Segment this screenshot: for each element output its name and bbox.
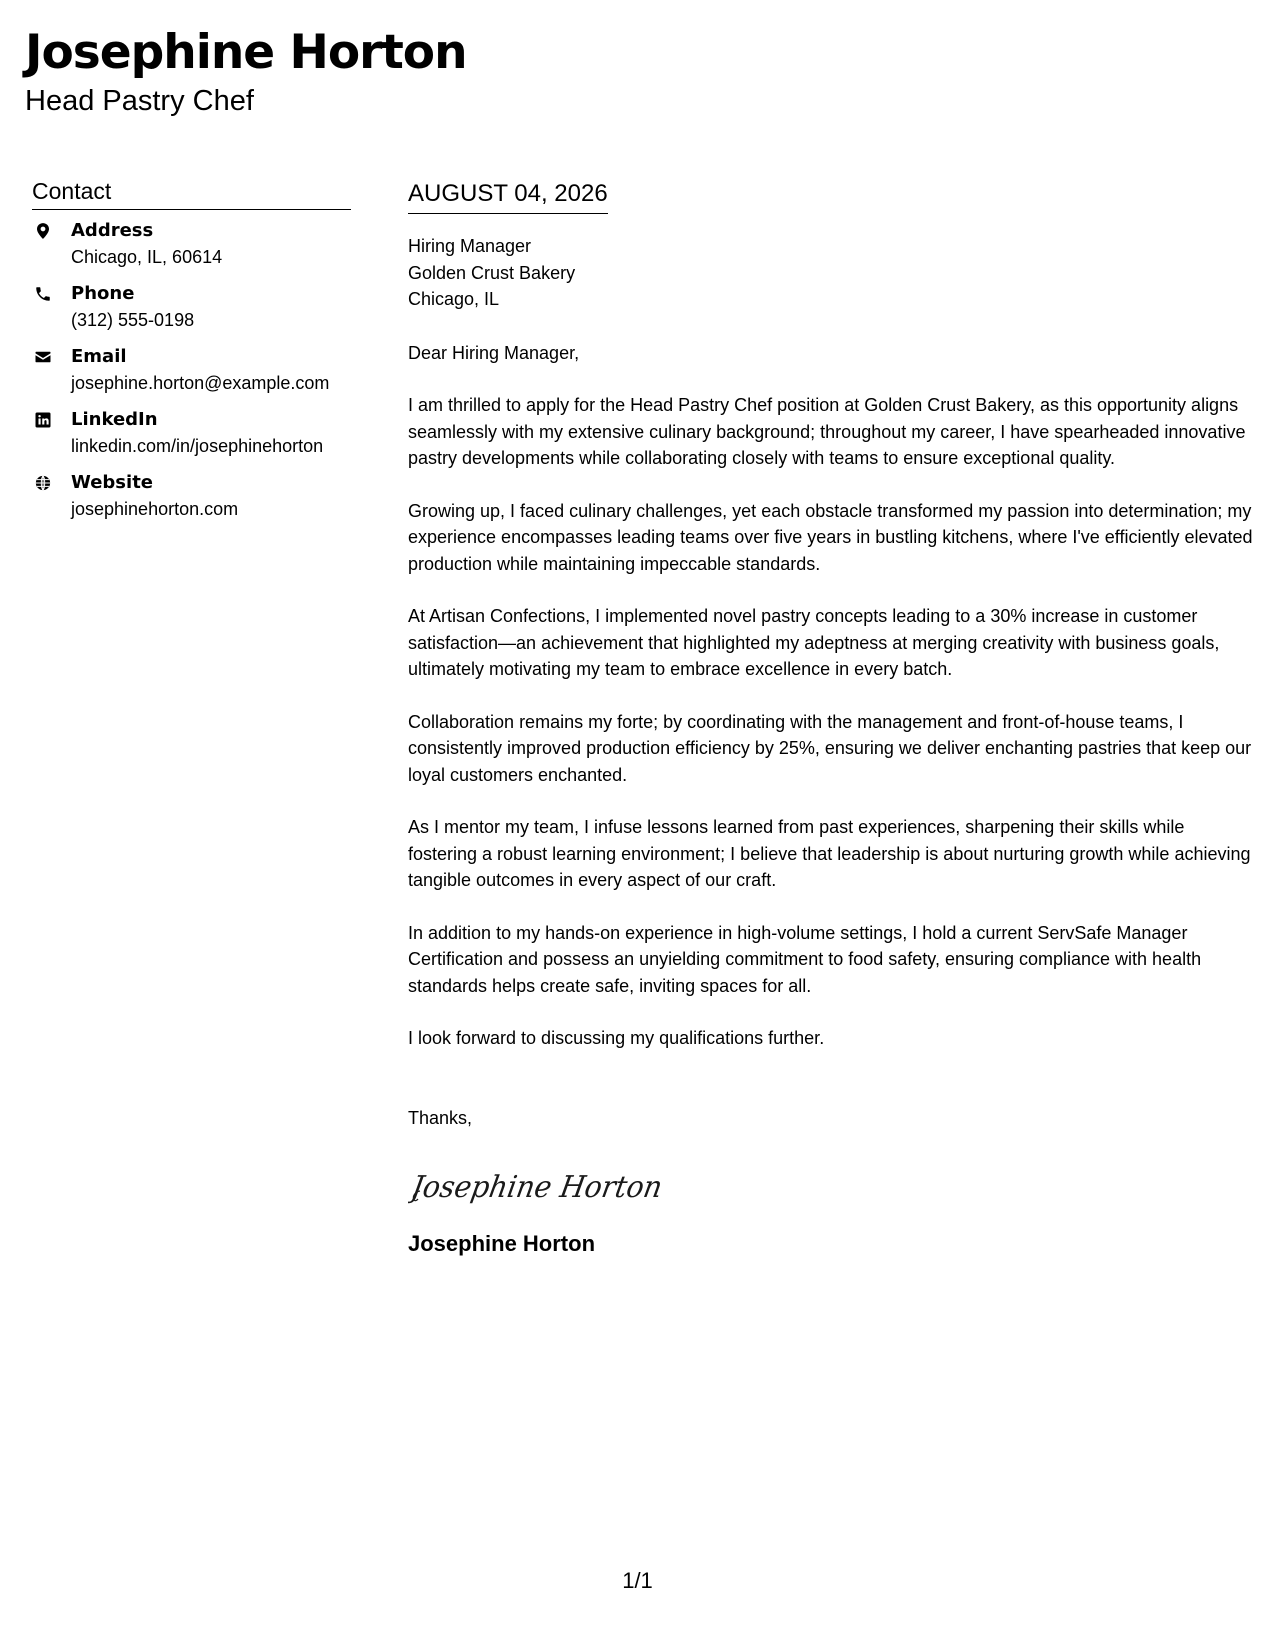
letter-paragraph: In addition to my hands-on experience in high-volume settings, I hold a current ServSafe Manager Certification and possess an unyielding commitment to food safety, ensuring compliance with health standards helps create safe, inviting spaces for all. bbox=[408, 922, 1202, 996]
page-number: 1/1 bbox=[622, 1568, 653, 1593]
map-pin-icon bbox=[34, 222, 52, 240]
letter-paragraph: At Artisan Confections, I implemented novel pastry concepts leading to a 30% increase in customer satisfaction—an achievement that highlighted my adeptness at merging creativity with business goals, ultimately motivating my team to embrace excellence in every batch. bbox=[408, 606, 1220, 679]
contact-label: Address bbox=[71, 220, 154, 241]
applicant-name: Josephine Horton bbox=[25, 25, 467, 80]
address-value: Chicago, IL, 60614 bbox=[71, 247, 223, 267]
letter-paragraph: I am thrilled to apply for the Head Pastry Chef position at Golden Crust Bakery, as this opportunity aligns seamlessly with my extensive culinary background; throughout my career, I have spearheaded innovative pastry developments while collaborating closely with teams to ensure exceptional quality. bbox=[408, 395, 1246, 468]
linkedin-value[interactable]: linkedin.com/in/josephinehorton bbox=[71, 436, 324, 456]
globe-icon bbox=[34, 474, 52, 492]
email-value[interactable]: josephine.horton@example.com bbox=[71, 373, 330, 393]
contact-heading: Contact bbox=[32, 176, 351, 210]
letter-paragraph: Collaboration remains my forte; by coordinating with the management and front-of-house teams, I consistently improved production efficiency by 25%, ensuring we deliver enchanting pastries that keep our loyal customers enchanted. bbox=[408, 711, 1252, 785]
recipient-line: Golden Crust Bakery bbox=[408, 262, 576, 283]
letter-date: AUGUST 04, 2026 bbox=[408, 176, 608, 214]
contact-linkedin bbox=[32, 407, 351, 470]
contact-address bbox=[32, 218, 351, 281]
letter-paragraph: I look forward to discussing my qualifications further. bbox=[408, 1028, 825, 1048]
website-value[interactable]: josephinehorton.com bbox=[71, 499, 239, 519]
envelope-icon bbox=[34, 348, 52, 366]
letter-paragraph: As I mentor my team, I infuse lessons learned from past experiences, sharpening their skills while fostering a robust learning environment; I believe that leadership is about nurturing growth while achieving tangible outcomes in every aspect of our craft. bbox=[408, 817, 1251, 890]
applicant-title: Head Pastry Chef bbox=[25, 85, 254, 117]
closing: Thanks, bbox=[408, 1107, 473, 1128]
contact-label: LinkedIn bbox=[71, 409, 158, 430]
letter-paragraph: Growing up, I faced culinary challenges, yet each obstacle transformed my passion into determination; my experience encompasses leading teams over five years in bustling kitchens, where I've efficiently elevated production while maintaining impeccable standards. bbox=[408, 500, 1253, 574]
letter-body bbox=[408, 176, 1253, 1259]
contact-label: Phone bbox=[71, 283, 135, 304]
contact-label: Website bbox=[71, 472, 154, 493]
contact-website bbox=[32, 470, 351, 533]
contact-label: Email bbox=[71, 346, 127, 367]
svg-text:Josephine Horton: Josephine Horton bbox=[408, 1170, 681, 1205]
salutation: Dear Hiring Manager, bbox=[408, 342, 580, 363]
recipient-line: Chicago, IL bbox=[408, 289, 500, 309]
contact-phone bbox=[32, 281, 351, 344]
phone-value: (312) 555-0198 bbox=[71, 310, 195, 330]
recipient-block bbox=[408, 233, 1253, 313]
contact-sidebar bbox=[32, 176, 351, 533]
recipient-line: Hiring Manager bbox=[408, 236, 532, 256]
signer-name: Josephine Horton bbox=[408, 1231, 596, 1256]
handwritten-signature bbox=[408, 1153, 1253, 1215]
linkedin-icon bbox=[34, 411, 52, 429]
contact-email bbox=[32, 344, 351, 407]
phone-icon bbox=[34, 285, 52, 303]
